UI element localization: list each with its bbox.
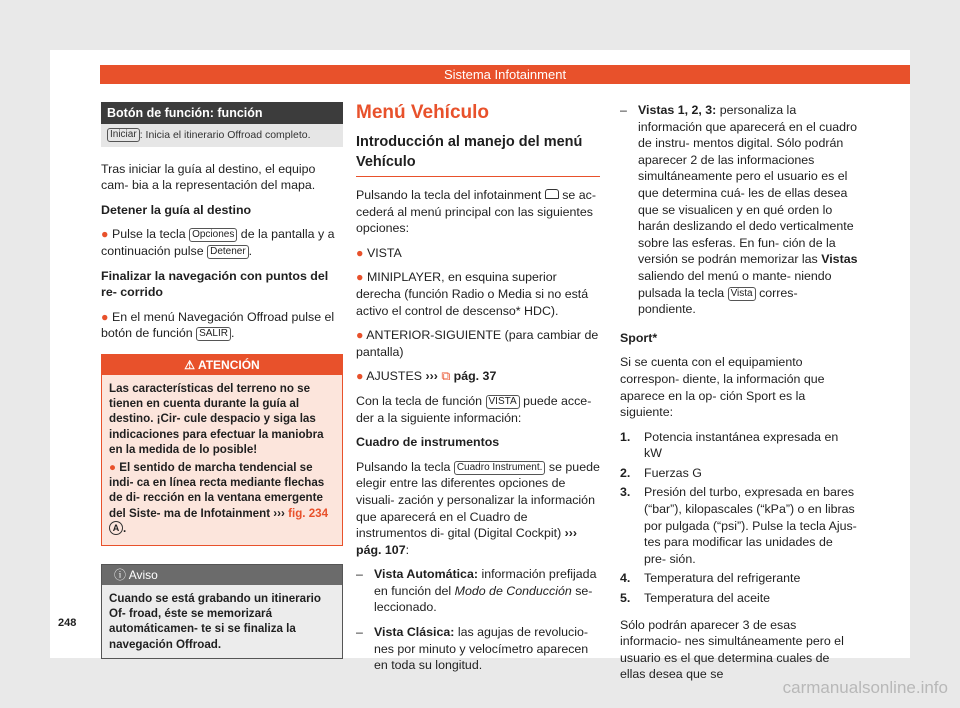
vista-key-small: Vista (728, 287, 756, 301)
iniciar-key: Iniciar (107, 128, 140, 142)
subheading-detener: Detener la guía al destino (101, 202, 252, 217)
page-link[interactable]: pág. 37 (453, 369, 497, 384)
column-left (101, 102, 343, 659)
section-title: Menú Vehículo (356, 102, 490, 123)
warning-box (101, 354, 343, 546)
dash-item: – Vistas 1, 2, 3: personaliza la información que aparecerá en el cuadro de instru- mentos digital. Sólo podrán aparecer 2 de las informaciones simultáneamente pero el usuario es el que determina cuá- les de ellas desea que se visualicen y en qué orden lo harán deslizando el dedo verticalmente sobre las esferas. En fun- ción de la versión se podrán memorizar las Vistas saliendo del menú o mante- niendo pulsada la tecla Vista corres- pondiente. (620, 103, 858, 317)
numbered-item: 5. Temperatura del aceite (620, 591, 771, 606)
subheading-sport: Sport* (620, 330, 658, 345)
numbered-item: 4. Temperatura del refrigerante (620, 571, 801, 586)
note-box (101, 564, 343, 659)
bullet-finalizar: ● En el menú Navegación Offroad pulse el botón de función SALIR . (101, 309, 335, 341)
subheading-finalizar: Finalizar la navegación con puntos del re- corrido (101, 268, 329, 300)
settings-page-icon: ⧉ (441, 369, 451, 384)
paragraph: Sólo podrán aparecer 3 de esas informacio- nes simultáneamente pero el usuario es el que determina cuales de ellas desea que se (620, 617, 844, 682)
bullet-dot: ● (101, 309, 109, 324)
function-desc: : Inicia el itinerario Offroad completo. (139, 129, 311, 141)
function-bar-heading: Botón de función: función (101, 102, 343, 124)
bullet-dot: ● (101, 227, 109, 242)
paragraph: Con la tecla de función VISTA puede acce- der a la siguiente información: (356, 393, 592, 425)
vista-key: VISTA (486, 395, 520, 409)
cuadro-instrument-key: Cuadro Instrument. (454, 461, 546, 475)
warning-body: Las características del terreno no se tienen en cuenta durante la guía al destino. ¡Cir- cule despacio y siga las indicaciones para efectuar la maniobra en la medida de lo posible! ● El sentido de marcha tendencial se indi- ca en línea recta mediante flechas de di- rección en la ventana emergente del Siste- ma de Infotainment ››› fig. 234 A . (102, 375, 342, 545)
paragraph: Pulsando la tecla Cuadro Instrument. se puede elegir entre las diferentes opciones de visuali- zación y personalizar la información que aparecerá en el Cuadro de instrumentos di- gital (Digital Cockpit) ››› pág. 107: (356, 459, 600, 557)
numbered-item: 1. Potencia instantánea expresada en kW (620, 429, 839, 461)
paragraph: Pulsando la tecla del infotainment se ac- cederá al menú principal con las siguientes opciones: (356, 188, 596, 236)
bullet-item: ● MINIPLAYER, en esquina superior derecha (función Radio o Media si no está activo el control de descenso* HDC). (356, 270, 589, 318)
paragraph: Tras iniciar la guía al destino, el equipo cam- bia a la representación del mapa. (101, 161, 316, 193)
dash-item: – Vista Automática: información prefijada en función del Modo de Conducción se- leccionado. (356, 567, 597, 615)
section-header: Sistema Infotainment (100, 65, 910, 84)
paragraph: Si se cuenta con el equipamiento correspon- diente, la información que aparece en la op- ción Sport es la siguiente: (620, 355, 825, 420)
column-right (620, 102, 858, 691)
bullet-detener: ● Pulse la tecla Opciones de la pantalla y a continuación pulse Detener . (101, 227, 335, 258)
function-box (101, 124, 343, 147)
car-icon (545, 189, 559, 199)
note-body: Cuando se está grabando un itinerario Of- froad, éste se memorizará automáticamen- te si se finaliza la navegación Offroad. (102, 585, 342, 658)
page-number: 248 (58, 617, 77, 629)
figure-link[interactable]: fig. 234 (288, 506, 329, 520)
detener-key: Detener (207, 245, 249, 259)
callout-a: A (109, 521, 123, 535)
bullet-dot: ● (109, 460, 117, 474)
section-subtitle: Introducción al manejo del menú Vehículo (356, 132, 600, 177)
bullet-item: ● ANTERIOR-SIGUIENTE (para cambiar de pantalla) (356, 328, 599, 359)
bullet-item: ● VISTA (356, 245, 402, 260)
warning-header: ⚠ ATENCIÓN (102, 355, 342, 375)
subheading-cuadro: Cuadro de instrumentos (356, 435, 500, 450)
manual-page (50, 50, 910, 682)
opciones-key: Opciones (189, 228, 237, 242)
warning-icon: ⚠ (184, 357, 196, 372)
info-icon: ⓘ (114, 567, 127, 582)
numbered-item: 2. Fuerzas G (620, 465, 702, 480)
dash-item: – Vista Clásica: las agujas de revolucio- nes por minuto y velocímetro aparecen en toda su longitud. (356, 625, 589, 673)
bullet-item: ● AJUSTES ››› ⧉ pág. 37 (356, 369, 497, 384)
note-header: ⓘ Aviso (102, 565, 342, 585)
page-link[interactable]: pág. 107 (356, 542, 406, 557)
column-middle (356, 102, 600, 682)
salir-key: SALIR (196, 327, 231, 341)
watermark: carmanualsonline.info (782, 678, 948, 697)
numbered-item: 3. Presión del turbo, expresada en bares (“bar”), kilopascales (“kPa”) o en libras por pulgada (“psi”). Pulse la tecla Ajus- tes para modificar las unidades de pre- sión. (620, 485, 857, 566)
